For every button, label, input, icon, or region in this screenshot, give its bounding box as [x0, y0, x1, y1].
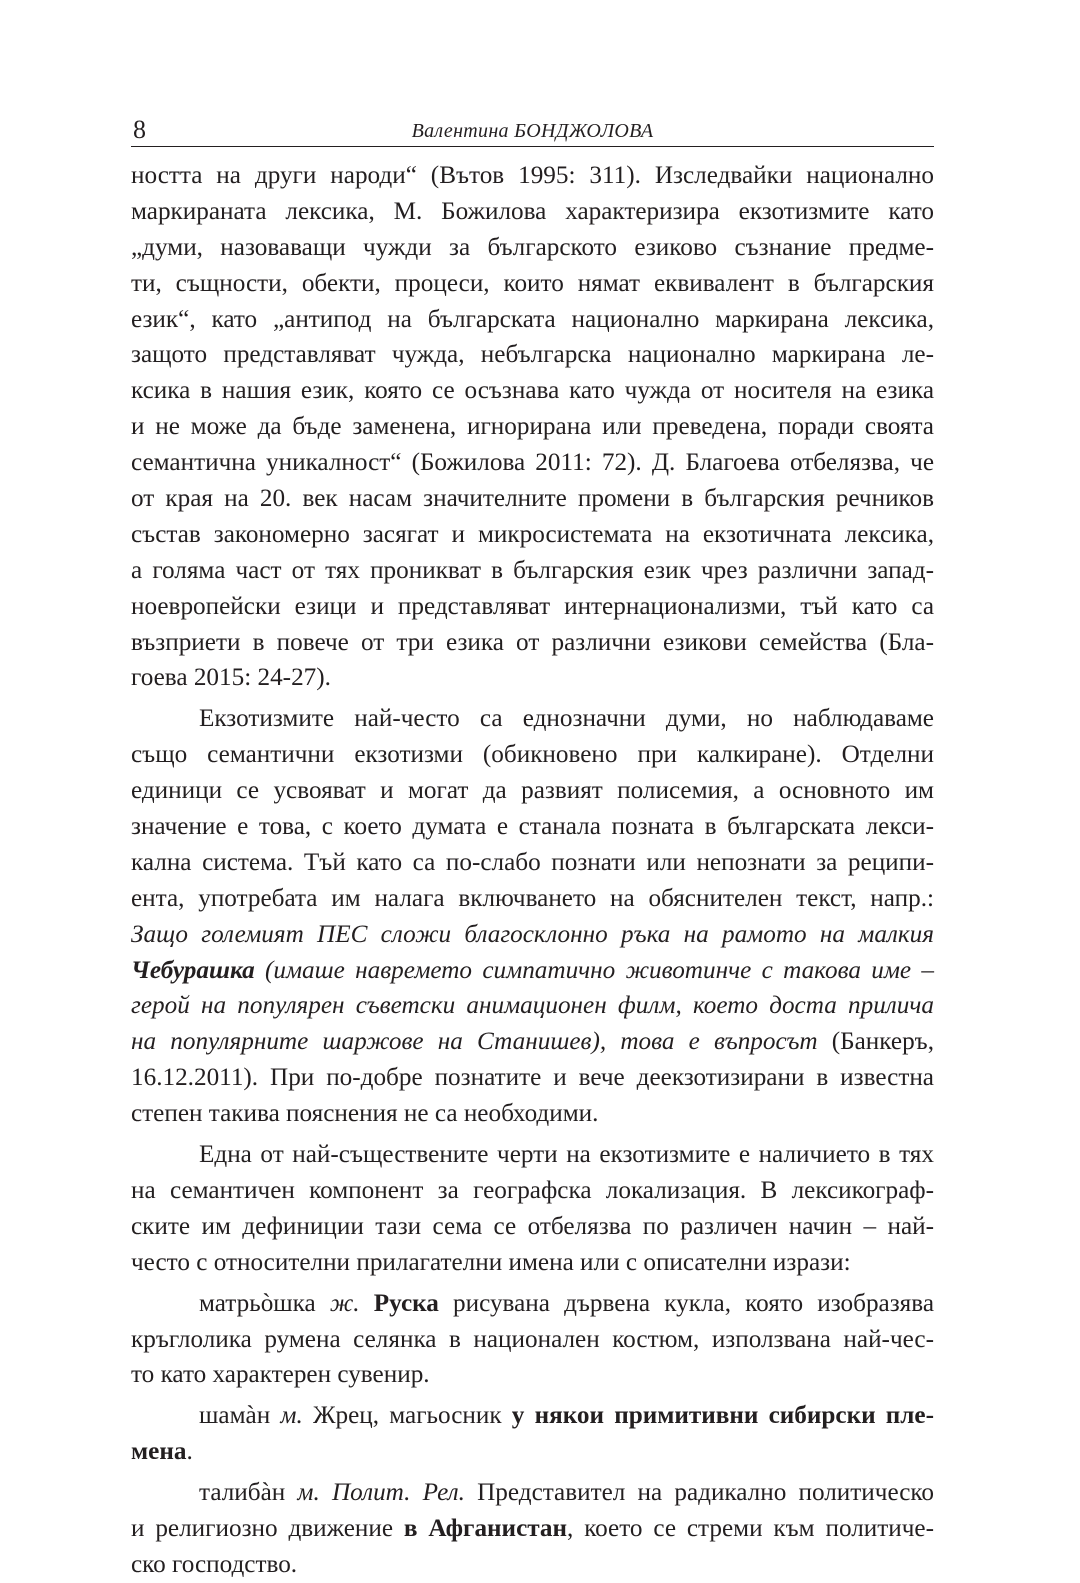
example-quote-line — [131, 953, 934, 989]
text-line: маркираната лексика, М. Божилова характеризира екзотизмите като — [131, 197, 934, 225]
text-line: кръглолика румена селянка в национален костюм, използвана най-чес- — [131, 1325, 934, 1353]
dictionary-entry-line — [131, 1398, 934, 1434]
text-line: възприети в повече от три езика от различни езикови семейства (Бла- — [131, 628, 934, 656]
running-header — [131, 114, 934, 147]
text-line: ти, същности, обекти, процеси, които нямат еквивалент в българския — [131, 269, 934, 297]
text-line: ксика в нашия език, която се осъзнава като чужда от носителя на езика — [131, 377, 934, 405]
entry-headword: талибàн — [199, 1479, 298, 1507]
text-line: кална система. Тъй като са по-слабо познати или непознати за реципи- — [131, 848, 934, 876]
text-line: и не може да бъде заменена, игнорирана или преведена, поради своята — [131, 413, 934, 441]
text-line: ско господство. — [131, 1550, 298, 1578]
dictionary-entry-line — [131, 1286, 934, 1322]
page-number: 8 — [133, 115, 146, 144]
text-line: „думи, назоваващи чужди за българското езиково съзнание предме- — [131, 233, 934, 261]
text-line: език“, като „антипод на българската национално маркирана лексика, — [131, 305, 934, 333]
highlighted-term: у някои примитивни сибирски пле- — [511, 1402, 934, 1430]
highlighted-term: Чебурашка — [131, 956, 255, 984]
text-line: на семантичен компонент за географска локализация. В лексикограф- — [131, 1176, 934, 1204]
text-fragment: и религиозно движение — [131, 1514, 404, 1542]
entry-headword: шамàн — [199, 1402, 281, 1430]
text-fragment: (Банкеръ, — [817, 1028, 934, 1056]
text-fragment: на популярните шаржове на Станишев), това е въпросът — [131, 1028, 818, 1056]
text-fragment: , което се стреми към политиче- — [567, 1514, 934, 1542]
entry-grammar: ж. — [329, 1289, 360, 1317]
text-line: Една от най-съществените черти на екзотизмите е наличието в тях — [199, 1141, 934, 1169]
text-fragment: (имаше навремето симпатично животинче с такова име – — [254, 956, 934, 984]
text-line: степен такива пояснения не са необходими. — [131, 1100, 599, 1128]
text-line: ността на други народи“ (Вътов 1995: 311). Изследвайки национално — [131, 162, 934, 189]
dictionary-entry-line — [131, 1475, 934, 1511]
text-line: също семантични екзотизми (обикновено при калкиране). Отделни — [131, 741, 934, 769]
text-line: ските им дефиниции тази сема се отбелязва по различен начин – най- — [131, 1212, 934, 1240]
example-quote-line — [131, 1024, 934, 1060]
text-line: ноевропейски езици и представляват интернационализми, тъй като са — [131, 592, 934, 620]
text-line: ента, употребата им налага включването на обяснителен текст, напр.: — [131, 884, 934, 912]
highlighted-term: мена — [131, 1438, 187, 1466]
text-fragment: . — [186, 1438, 193, 1466]
text-fragment: рисувана дървена кукла, която изобразява — [438, 1289, 934, 1317]
text-line: то като характерен сувенир. — [131, 1361, 430, 1389]
example-quote-line: Защо големият ПЕС сложи благосклонно ръка на рамото на малкия — [131, 920, 934, 948]
text-line: единици се усвояват и могат да развият полисемия, а основното им — [131, 777, 934, 805]
text-line — [131, 1511, 934, 1547]
text-line: състав закономерно засягат и микросистемата на екзотичната лексика, — [131, 520, 934, 548]
text-line: значение е това, с което думата е станала позната в българската лекси- — [131, 813, 934, 841]
highlighted-term: Руска — [373, 1289, 439, 1317]
text-line: Екзотизмите най-често са еднозначни думи, но наблюдаваме — [199, 705, 934, 733]
highlighted-term: в Афганистан — [403, 1514, 568, 1542]
entry-grammar: м. — [280, 1402, 303, 1430]
entry-headword: матрьòшка — [199, 1289, 330, 1317]
text-line: семантична уникалност“ (Божилова 2011: 72). Д. Благоева отбелязва, че — [131, 449, 934, 477]
header-author: Валентина БОНДЖОЛОВА — [411, 120, 654, 142]
body-text — [131, 158, 934, 1583]
text-fragment — [360, 1290, 374, 1317]
text-line: 16.12.2011). При по-добре познатите и вече деекзотизирани в известна — [131, 1064, 934, 1092]
text-line: гоева 2015: 24-27). — [131, 664, 331, 692]
entry-grammar: м. Полит. Рел. — [297, 1479, 465, 1507]
example-quote-line: герой на популярен съветски анимационен филм, което доста прилича — [131, 992, 934, 1020]
text-line: от края на 20. век насам значителните промени в българския речников — [131, 485, 934, 513]
text-line: често с относителни прилагателни имена или с описателни изрази: — [131, 1248, 851, 1276]
text-fragment: Представител на радикално политическо — [464, 1479, 934, 1507]
text-line — [131, 1434, 934, 1470]
text-line: а голяма част от тях проникват в българския език чрез различни запад- — [131, 556, 934, 584]
text-fragment: Жрец, магьосник — [302, 1402, 512, 1430]
text-line: защото представляват чужда, небългарска национално маркирана ле- — [131, 341, 934, 369]
